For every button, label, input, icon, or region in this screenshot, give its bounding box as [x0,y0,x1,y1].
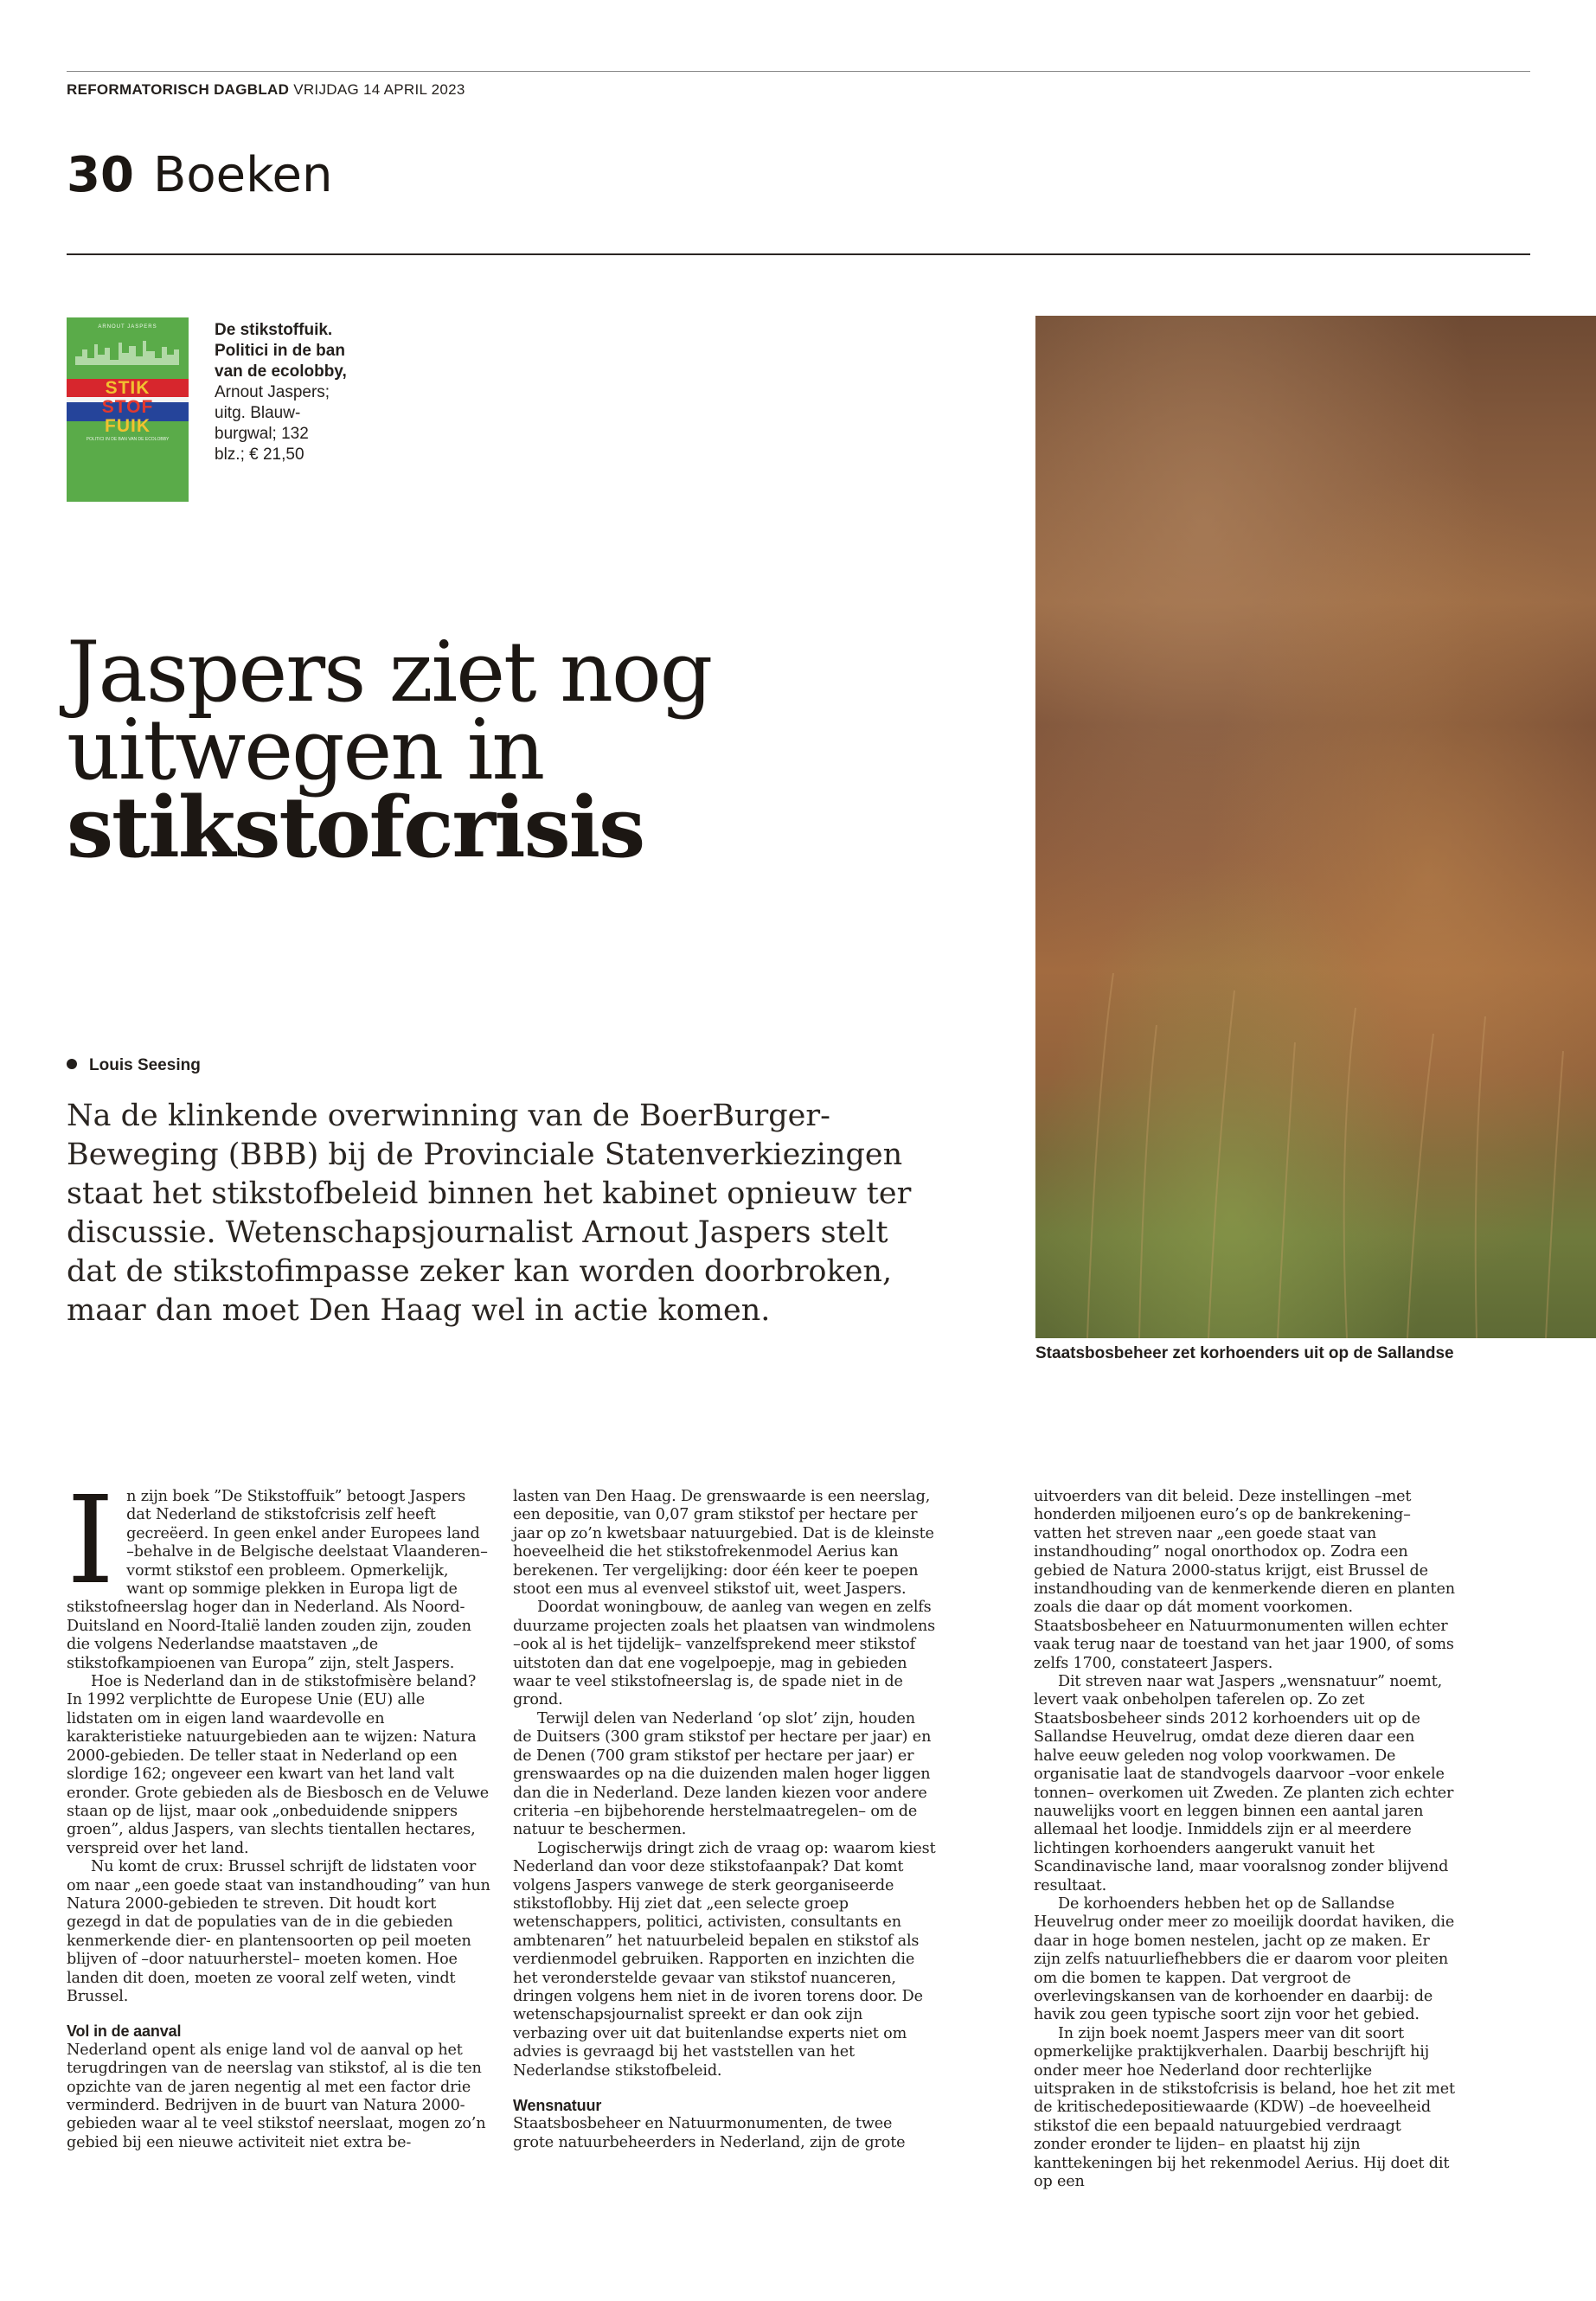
skyline-illustration [75,339,179,365]
paragraph: lasten van Den Haag. De grenswaarde is een neerslag, een depositie, van 0,07 gram stikstof per hectare per jaar op zo’n kwetsbaar natuurgebied. Dat is de kleinste hoeveelheid die het stikstofrekenmodel Aerius kan berekenen. Ter vergelijking: door één keer te poepen stoot een mus al evenveel stikstof uit, weet Jaspers. [513,1488,934,1599]
paragraph: Staatsbosbeheer en Natuurmonumenten, de twee grote natuurbeheerders in Nederland, zijn de grote [513,2115,906,2151]
headline [67,624,1001,876]
byline-bullet [67,1059,77,1069]
headline-line-3: stikstofcrisis [67,779,644,876]
paragraph: Dit streven naar wat Jaspers „wensnatuur” noemt, levert vaak onbeholpen taferelen op. Zo zet Staatsbosbeheer sinds 2012 korhoenders uit op de Sallandse Heuvelrug, omdat deze dieren daar een halve eeuw geleden nog volop voorkwamen. De organisatie laat de standvogels daarvoor –voor enkele tonnen– overkomen uit Zweden. Ze planten zich echter nauwelijks voort en leggen binnen een aantal jaren allemaal het loodje. Inmiddels zijn er al meerdere lichtingen korhoenders aangerukt vanuit het Scandinavische land, maar vooralsnog zonder blijvend resultaat. [1034,1673,1454,1894]
paragraph: Logischerwijs dringt zich de vraag op: waarom kiest Nederland dan voor deze stikstofaanpak? Dat komt volgens Jaspers vanwege de sterk georganiseerde stikstoflobby. Hij ziet dat „een selecte groep wetenschappers, politici, activisten, consultants en ambtenaren” het natuurbeleid bepalen en stikstof als verdienmodel gebruiken. Rapporten en inzichten die het veronderstelde gevaar van stikstof nuanceren, dringen volgens hem niet in de ivoren torens door. De wetenschapsjournalist spreekt er dan ook zijn verbazing over uit dat buitenlandse experts niet om advies is gevraagd bij het vaststellen van het Nederlandse stikstofbeleid. [513,1839,936,2080]
cover-word-2: STOF [101,397,154,417]
paragraph: Terwijl delen van Nederland ‘op slot’ zijn, houden de Duitsers (300 gram stikstof per hectare per jaar) en de Denen (700 gram stikstof per hectare per jaar) er grenswaardes op na die duizenden malen hoger liggen dan die in Nederland. Deze landen kiezen voor andere criteria –en bijbehorende herstelmaatregelen– om de natuur te beschermen. [513,1709,932,1839]
headline-line-1: Jaspers ziet nog [67,624,712,721]
body-column-1 [67,1471,490,2152]
photo-caption: Staatsbosbeheer zet korhoenders uit op de Sallandse [1035,1344,1454,1362]
paragraph: n zijn boek ”De Stikstoffuik” betoogt Jaspers dat Nederland de stikstofcrisis zelf heeft gecreëerd. In geen enkel ander Europees land –behalve in de Belgische deelstaat Vlaanderen– vormt stikstof een probleem. Opmerkelijk, want op sommige plekken in Europa ligt de stikstofneerslag hoger dan in Nederland. Als Noord-Duitsland en Noord-Italië landen zouden zijn, zouden die volgens Nederlandse maatstaven „de stikstofkampioenen van Europa” zijn, stelt Jaspers. [67,1488,488,1672]
author-name: Louis Seesing [89,1056,201,1074]
cover-word-3: FUIK [105,416,151,436]
masthead [67,81,465,99]
intro-paragraph: Na de klinkende overwinning van de BoerBurger-Beweging (BBB) bij de Provinciale Statenverkiezingen staat het stikstofbeleid binnen het kabinet opnieuw ter discussie. Wetenschapsjournalist Arnout Jaspers stelt dat de stikstofimpasse zeker kan worden doorbroken, maar dan moet Den Haag wel in actie komen. [67,1099,912,1328]
paragraph: Hoe is Nederland dan in de stikstofmisère beland? In 1992 verplichtte de Europese Unie (EU) alle lidstaten om in eigen land waardevolle en karakteristieke natuurgebieden aan te wijzen: Natura 2000-gebieden. De teller staat in Nederland op een slordige 162; ongeveer een kwart van het land valt eronder. Grote gebieden als de Biesbosch en de Veluwe staan op de lijst, maar ook „onbeduidende snippers groen”, aldus Jaspers, van slechts tientallen hectares, verspreid over het land. [67,1673,490,1857]
page-number: 30 [67,147,134,203]
book-author: Arnout Jaspers; [215,383,330,401]
book-publisher: uitg. Blauw-burgwal; 132 [215,404,309,443]
section-rule [67,253,1530,255]
top-rule [67,71,1530,72]
paragraph: uitvoerders van dit beleid. Deze instellingen –met honderden miljoenen euro’s op de bankrekening– vatten het streven naar „een goede staat van instandhouding” nogal onorthodox op. Zodra een gebied de Natura 2000-status krijgt, eist Brussel de instandhouding van de kenmerkende dieren en planten zoals die daar op dát moment voorkomen. Staatsbosbeheer en Natuurmonumenten willen echter vaak terug naar de toestand van het jaar 1900, of soms zelfs 1700, constateert Jaspers. [1034,1488,1455,1672]
paragraph: De korhoenders hebben het op de Sallandse Heuvelrug onder meer zo moeilijk doordat haviken, die daar in hoge bomen nestelen, jacht op ze maken. Er zijn zelfs natuurliefhebbers die er daarom voor pleiten om die bomen te kappen. Dat vergroot de overlevingskansen van de korhoender en daarbij: de havik zou geen typische soort zijn voor het gebied. [1034,1894,1455,2024]
body-column-3 [1034,1488,1458,2191]
book-title: De stikstoffuik. Politici in de ban van de ecolobby, [215,321,347,381]
section-title: Boeken [152,147,333,203]
blurred-grass-image [1035,316,1596,1338]
paragraph: In zijn boek noemt Jaspers meer van dit soort opmerkelijke praktijkverhalen. Daarbij beschrijft hij onder meer hoe Nederland door rechterlijke uitspraken in de stikstofcrisis is beland, hoe het zit met de kritischedepositiewaarde (KDW) –de hoeveelheid stikstof die een bepaald natuurgebied verdraagt zonder eronder te lijden– en plaatst hij zijn kanttekeningen bij het rekenmodel Aerius. Hij doet dit op een [1034,2024,1455,2191]
book-cover-image [67,317,189,502]
drop-cap: I [67,1471,115,1612]
book-pages-price: blz.; € 21,50 [215,445,304,464]
paragraph: Doordat woningbouw, de aanleg van wegen en zelfs duurzame projecten zoals het plaatsen van windmolens –ook al is het tijdelijk– vanzelfsprekend meer stikstof uitstoten dan dat ene vogelpoepje, mag in gebieden waar te veel stikstofneerslag is, de spade niet in de grond. [513,1599,935,1709]
headline-line-2: uitwegen in [67,702,544,798]
issue-date: VRIJDAG 14 APRIL 2023 [293,81,465,98]
byline [67,1056,201,1075]
paragraph: Nederland opent als enige land vol de aanval op het terugdringen van de neerslag van stikstof, al is die ten opzichte van de jaren negentig al met een factor drie verminderd. Bedrijven in de buurt van Natura 2000-gebieden waar al te veel stikstof neerslaat, mogen zo’n gebied bij een nieuwe activiteit niet extra be- [67,2041,486,2151]
section-header [67,145,332,206]
body-column-2 [513,1488,937,2152]
heath-photo [1035,316,1596,1338]
subheading: Vol in de aanval [67,2022,182,2041]
cover-subtitle: POLITICI IN DE BAN VAN DE ECOLOBBY [86,437,170,442]
paragraph: Nu komt de crux: Brussel schrijft de lidstaten voor om naar „een goede staat van instandhouding” van hun Natura 2000-gebieden te streven. Dit houdt kort gezegd in dat de populaties van de in die gebieden kenmerkende dier- en plantensoorten op peil moeten blijven of –door natuurherstel– moeten komen. Hoe landen dit doen, moeten ze vooral zelf weten, vindt Brussel. [67,1858,490,2005]
cover-author: ARNOUT JASPERS [98,324,157,330]
book-info [215,320,355,465]
subheading: Wensnatuur [513,2097,602,2114]
cover-word-1: STIK [105,378,151,398]
newspaper-name: REFORMATORISCH DAGBLAD [67,81,290,98]
